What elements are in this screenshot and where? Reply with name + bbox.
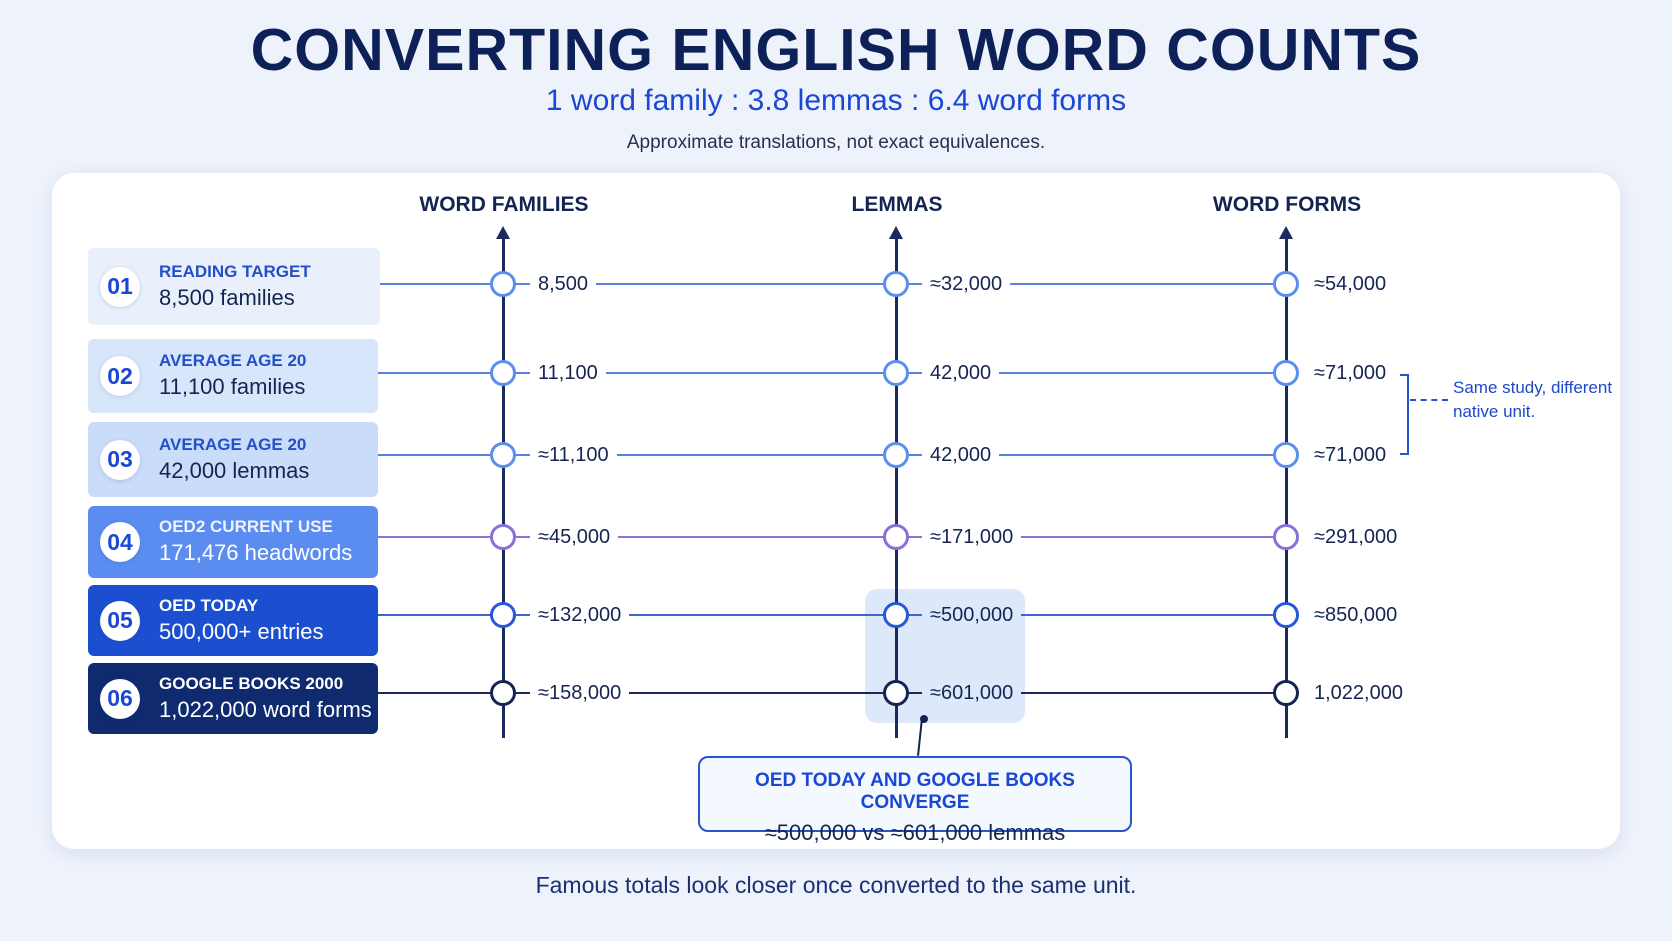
row-value-families: 11,100 (530, 360, 606, 386)
same-study-connector (1410, 399, 1448, 401)
row-number-badge: 04 (100, 522, 140, 562)
row-label-box (88, 506, 378, 578)
forms-axis (1285, 236, 1288, 738)
row-node-lemmas (883, 524, 909, 550)
row-label-box (88, 339, 378, 413)
row-category: READING TARGET (159, 261, 311, 281)
row-value-families: ≈11,100 (530, 442, 617, 468)
row-number-badge: 02 (100, 356, 140, 396)
row-value-families: 8,500 (530, 271, 596, 297)
row-value-forms: ≈850,000 (1306, 602, 1405, 628)
row-node-lemmas (883, 360, 909, 386)
row-value-forms: ≈54,000 (1306, 271, 1394, 297)
row-label-text (159, 261, 311, 313)
row-value-lemmas: ≈601,000 (922, 680, 1021, 706)
lemmas-axis-arrow (889, 226, 903, 239)
row-node-forms (1273, 602, 1299, 628)
row-number-badge: 05 (100, 601, 140, 641)
row-connector-line (380, 283, 1288, 285)
row-value-families: ≈158,000 (530, 680, 629, 706)
column-header-lemmas: LEMMAS (851, 193, 943, 216)
row-node-families (490, 271, 516, 297)
convergence-callout (698, 756, 1132, 845)
page-title: CONVERTING ENGLISH WORD COUNTS (250, 17, 1422, 83)
row-number-badge: 03 (100, 440, 140, 480)
page-subtitle: 1 word family : 3.8 lemmas : 6.4 word forms (545, 84, 1127, 117)
row-category: AVERAGE AGE 20 (159, 351, 307, 370)
row-value-lemmas: ≈32,000 (922, 271, 1010, 297)
callout-heading: OED TODAY AND GOOGLE BOOKS CONVERGE (755, 770, 1075, 813)
row-value-lemmas: 42,000 (922, 360, 999, 386)
row-number-badge: 06 (100, 679, 140, 719)
row-category: GOOGLE BOOKS 2000 (159, 673, 344, 693)
row-value-families: ≈45,000 (530, 524, 618, 550)
row-node-forms (1273, 360, 1299, 386)
families-axis (502, 236, 505, 738)
row-label-text (159, 595, 324, 647)
row-value-lemmas: ≈500,000 (922, 602, 1021, 628)
row-category: AVERAGE AGE 20 (159, 434, 307, 454)
row-label-text (159, 434, 309, 486)
row-node-lemmas (883, 602, 909, 628)
row-value-forms: 1,022,000 (1306, 680, 1411, 706)
lemmas-axis (895, 236, 898, 738)
page-note: Approximate translations, not exact equivalences. (626, 132, 1046, 153)
row-node-forms (1273, 271, 1299, 297)
row-category: OED2 CURRENT USE (159, 517, 333, 536)
row-node-families (490, 524, 516, 550)
column-header-families: WORD FAMILIES (419, 193, 589, 216)
footer-note: Famous totals look closer once converted to the same unit. (535, 872, 1137, 898)
row-label-box (88, 663, 378, 734)
column-header-forms: WORD FORMS (1212, 193, 1362, 216)
row-amount: 8,500 families (159, 284, 295, 310)
families-axis-arrow (496, 226, 510, 239)
row-node-families (490, 442, 516, 468)
row-label-box (88, 248, 380, 325)
row-amount: 171,476 headwords (159, 540, 353, 565)
row-value-forms: ≈71,000 (1306, 360, 1394, 386)
row-amount: 1,022,000 word forms (159, 696, 372, 722)
row-number-badge: 01 (100, 267, 140, 307)
row-amount: 11,100 families (159, 374, 306, 399)
row-label-box (88, 585, 378, 656)
same-study-bracket (1400, 374, 1409, 455)
row-node-forms (1273, 524, 1299, 550)
row-label-text (159, 516, 352, 568)
row-amount: 42,000 lemmas (159, 457, 310, 483)
row-node-families (490, 360, 516, 386)
row-label-box (88, 422, 378, 497)
row-node-families (490, 602, 516, 628)
row-node-lemmas (883, 442, 909, 468)
forms-axis-arrow (1279, 226, 1293, 239)
row-node-forms (1273, 680, 1299, 706)
row-value-families: ≈132,000 (530, 602, 629, 628)
row-value-lemmas: ≈171,000 (922, 524, 1021, 550)
row-node-lemmas (883, 271, 909, 297)
row-label-text (159, 673, 372, 725)
row-amount: 500,000+ entries (159, 618, 324, 644)
row-category: OED TODAY (159, 595, 259, 615)
same-study-note: Same study, different native unit. (1453, 378, 1613, 421)
row-node-lemmas (883, 680, 909, 706)
row-node-forms (1273, 442, 1299, 468)
row-value-forms: ≈71,000 (1306, 442, 1394, 468)
callout-text: ≈500,000 vs ≈601,000 lemmas (764, 820, 1066, 845)
row-label-text (159, 350, 306, 402)
row-value-forms: ≈291,000 (1306, 524, 1405, 550)
row-value-lemmas: 42,000 (922, 442, 999, 468)
row-node-families (490, 680, 516, 706)
